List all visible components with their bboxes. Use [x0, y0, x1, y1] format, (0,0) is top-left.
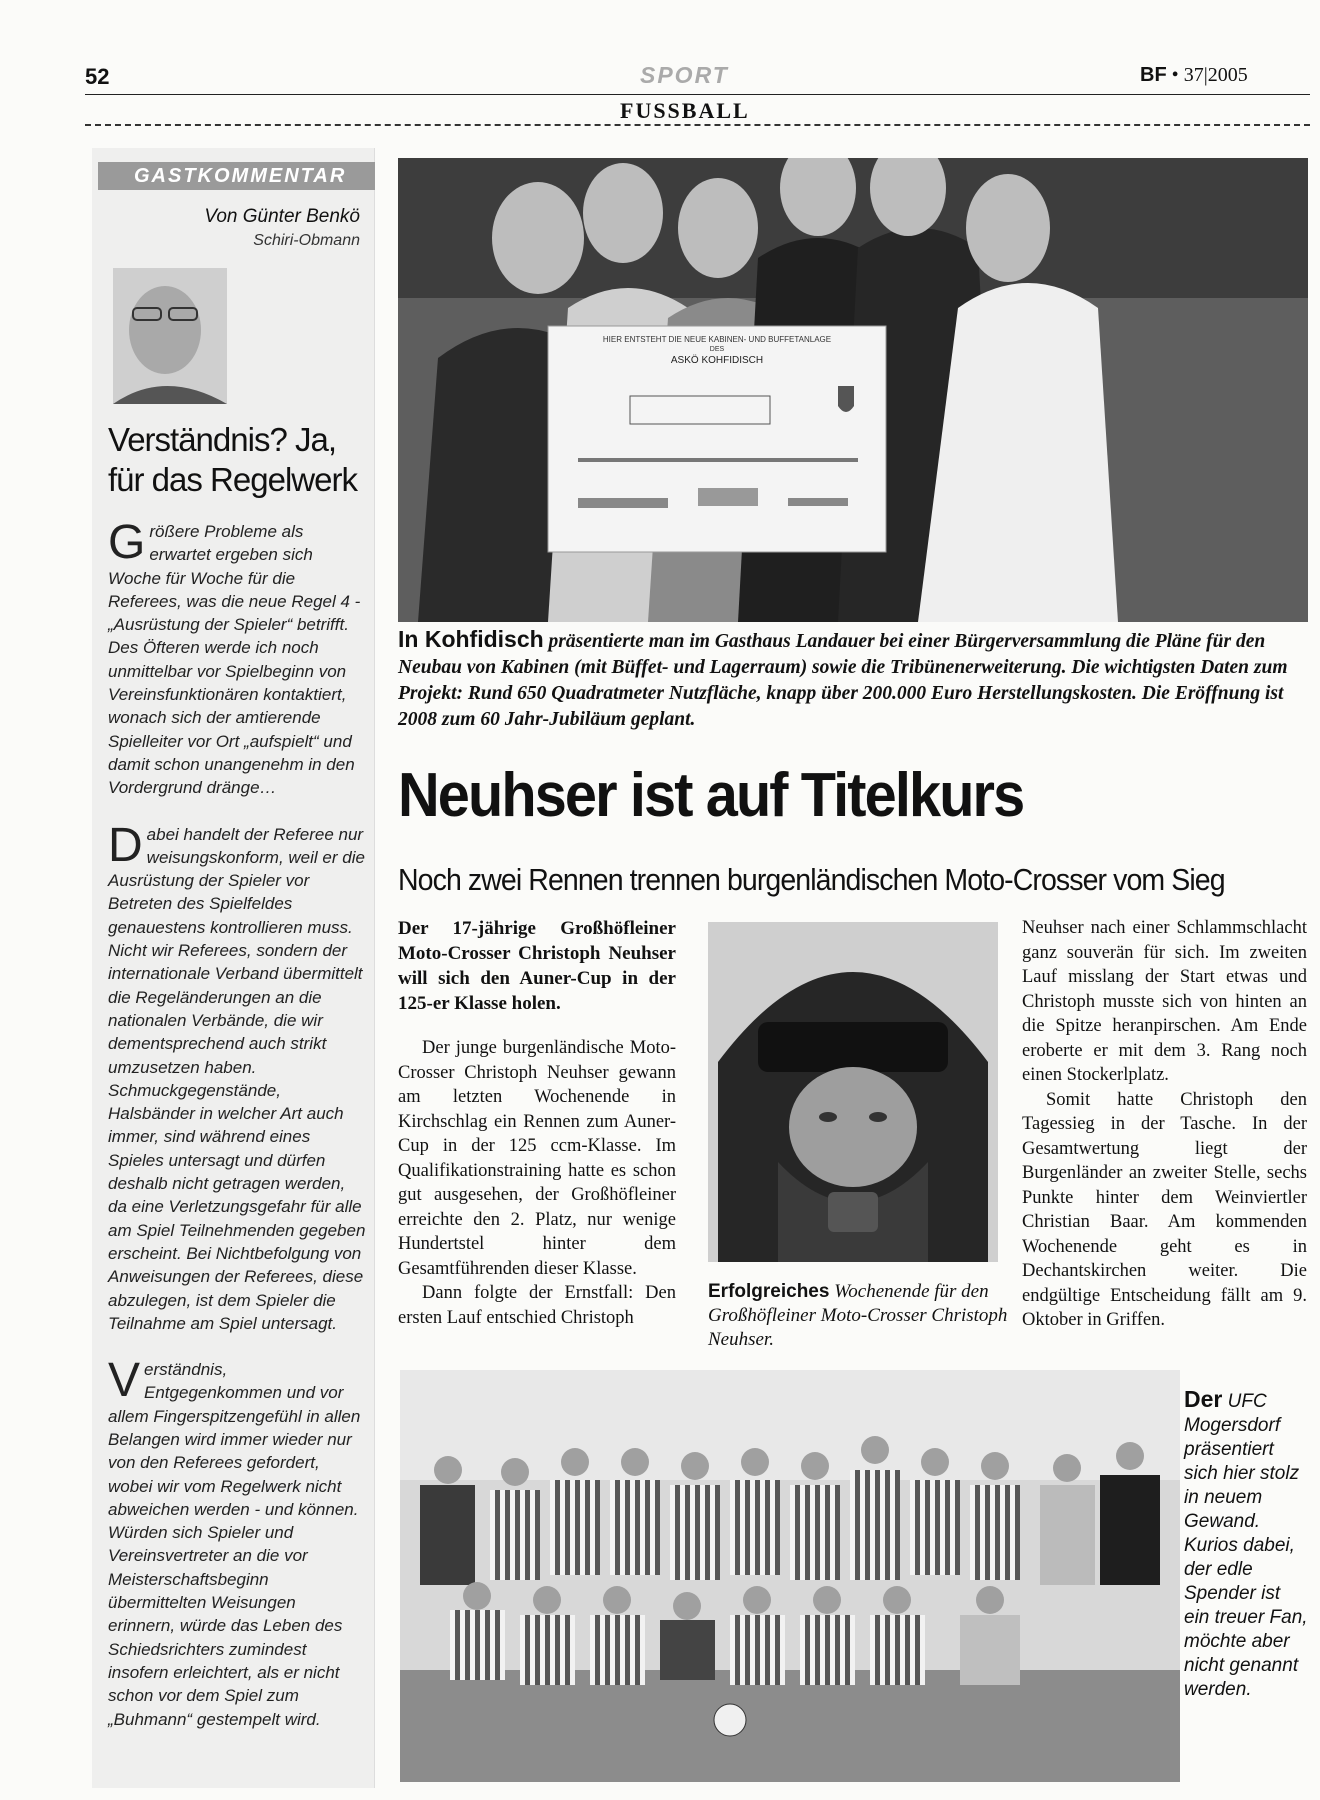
separator-bullet: • [1171, 64, 1179, 86]
ufc-mogersdorf-team-photo [400, 1370, 1180, 1782]
poster-line-1: HIER ENTSTEHT DIE NEUE KABINEN- UND BUFFETANLAGE [602, 335, 832, 344]
team-photo-caption-text: UFC Mogersdorf präsentiert sich hier stolz in neuem Gewand. Kurios dabei, der edle Spender ist ein treuer Fan, möchte aber nicht genannt werden. [1184, 1391, 1308, 1700]
moto-crosser-caption-lead: Erfolgreiches [708, 1281, 830, 1302]
article-subheadline: Noch zwei Rennen trennen burgenländischen Moto-Crosser vom Sieg [398, 862, 1225, 897]
kohfidisch-group-photo [398, 158, 1308, 622]
commentary-headline-line1: Verständnis? Ja, [108, 421, 336, 458]
article-paragraph: Somit hatte Christoph den Tagessieg in der Tasche. In der Gesamtwertung liegt der Burgenländer an zweiter Stelle, sechs Punkte hinter dem Weinviertler Christian Baar. Am kommenden Wochenende geht es in Dechantskirchen weiter. Die endgültige Entscheidung fällt am 9. Oktober in Griffen. [1022, 1089, 1307, 1330]
article-paragraph: Neuhser nach einer Schlammschlacht ganz souverän für sich. Im zweiten Lauf misslang der Start etwas und Christoph musste sich von hinten an die Spitze heranpirschen. Am Ende eroberte er mit dem 3. Rang noch einen Stockerlplatz. [1022, 918, 1307, 1085]
article-paragraph: Der junge burgenländische Moto-Crosser Christoph Neuhser gewann am letzten Wochenende in Kirchschlag ein Rennen zum Auner-Cup in der 125 ccm-Klasse. Im Qualifikationstraining hatte es schon gut ausgesehen, der Großhöfleiner erreichte den 2. Platz, nur wenige Hundertstel hinter dem Gesamtführenden dieser Klasse. [398, 1038, 676, 1279]
poster-line-3: ASKÖ KOHFIDISCH [670, 355, 764, 366]
commentary-paragraph-3-text: erständnis, Entgegenkommen und vor allem Fingerspitzengefühl in allen Belangen wird immer wieder nur von den Referees gefordert, wobei wir vom Regelwerk nicht abweichen werden - und können. Würden sich Spieler und Vereinsvertreter an die vor Meisterschaftsbeginn übermittelten Weisungen erinnern, würde das Leben des Schiedsrichters zumindest insofern erleichtert, als er nicht schon vor dem Spiel zum „Buhmann“ gestempelt wird. [108, 1360, 361, 1729]
author-portrait [113, 268, 227, 404]
commentary-headline-line2: für das Regelwerk [108, 461, 357, 498]
page-number: 52 [85, 64, 110, 89]
top-photo-caption-lead: In Kohfidisch [398, 626, 544, 652]
commentary-paragraph-1 [108, 516, 366, 800]
article-headline: Neuhser ist auf Titelkurs [398, 761, 1024, 830]
top-photo-caption [398, 626, 1308, 733]
section-title: SPORT [640, 62, 729, 88]
commentary-headline [108, 420, 368, 500]
commentary-author-role: Schiri-Obmann [253, 232, 360, 249]
moto-crosser-photo [708, 922, 998, 1262]
subsection-title: FUSSBALL [620, 98, 750, 123]
commentary-paragraph-2-text: abei handelt der Referee nur weisungskonform, weil er die Ausrüstung der Spieler vor Betreten des Spielfeldes genauestens kontrollieren muss. Nicht wir Referees, sondern der internationale Verband übermittelt die Regeländerungen an die nationalen Verbände, die wir dementsprechend auch strikt umzusetzen haben. Schmuckgegenstände, Halsbänder in welcher Art auch immer, sind während eines Spieles untersagt und dürfen deshalb nicht getragen werden, da eine Verletzungsgefahr für alle am Spiel Teilnehmenden gegeben erscheint. Bei Nichtbefolgung von Anweisungen der Referees, diese abzulegen, ist dem Spieler die Teilnahme am Spiel untersagt. [108, 824, 366, 1333]
commentary-paragraph-3 [108, 1354, 366, 1731]
issue-number: 37|2005 [1183, 64, 1248, 86]
moto-crosser-caption [708, 1280, 1008, 1352]
drop-cap: D [108, 818, 143, 872]
article-column-1 [398, 1036, 676, 1330]
commentary-paragraph-2 [108, 818, 366, 1336]
moto-crosser-caption-text: Wochenende für den Großhöfleiner Moto-Crosser Christoph Neuhser. [708, 1281, 1008, 1350]
article-paragraph: Dann folgte der Ernstfall: Den ersten Lauf entschied Christoph [398, 1283, 676, 1328]
publication-name: BF [1140, 64, 1167, 86]
drop-cap: V [108, 1354, 141, 1408]
commentary-paragraph-1-text: rößere Probleme als erwartet ergeben sich Woche für Woche für die Referees, was die neue Regel 4 - „Ausrüstung der Spieler“ betrifft. Des Öfteren werde ich noch unmittelbar vor Spielbeginn von Vereinsfunktionären kontaktiert, wonach sich der amtierende Spielleiter vor Ort „aufspielt“ und damit schon unangenehm in den Vordergrund dränge… [108, 522, 361, 798]
drop-cap: G [108, 516, 146, 569]
top-photo-caption-text: präsentierte man im Gasthaus Landauer bei einer Bürgerversammlung die Pläne für den Neubau von Kabinen (mit Büffet- und Lagerraum) sowie die Tribünenerweiterung. Die wichtigsten Daten zum Projekt: Rund 650 Quadratmeter Nutzfläche, knapp über 200.000 Euro Herstellungskosten. Die Eröffnung ist 2008 zum 60 Jahr-Jubiläum geplant. [398, 631, 1288, 730]
commentary-banner: GASTKOMMENTAR [98, 162, 375, 190]
header-rule [85, 94, 1310, 95]
commentary-author: Von Günter Benkö [204, 206, 360, 227]
team-photo-caption-lead: Der [1184, 1386, 1223, 1412]
commentary-body [108, 516, 366, 1754]
poster-line-2: DES [709, 346, 725, 353]
article-intro: Der 17-jährige Großhöfleiner Moto-Crosser Christoph Neuhser will sich den Auner-Cup in der 125-er Klasse holen. [398, 918, 676, 1014]
issue-info [1140, 64, 1248, 87]
team-photo-caption [1184, 1386, 1309, 1702]
header-dashed-rule [85, 124, 1310, 126]
article-column-3 [1022, 916, 1307, 1333]
